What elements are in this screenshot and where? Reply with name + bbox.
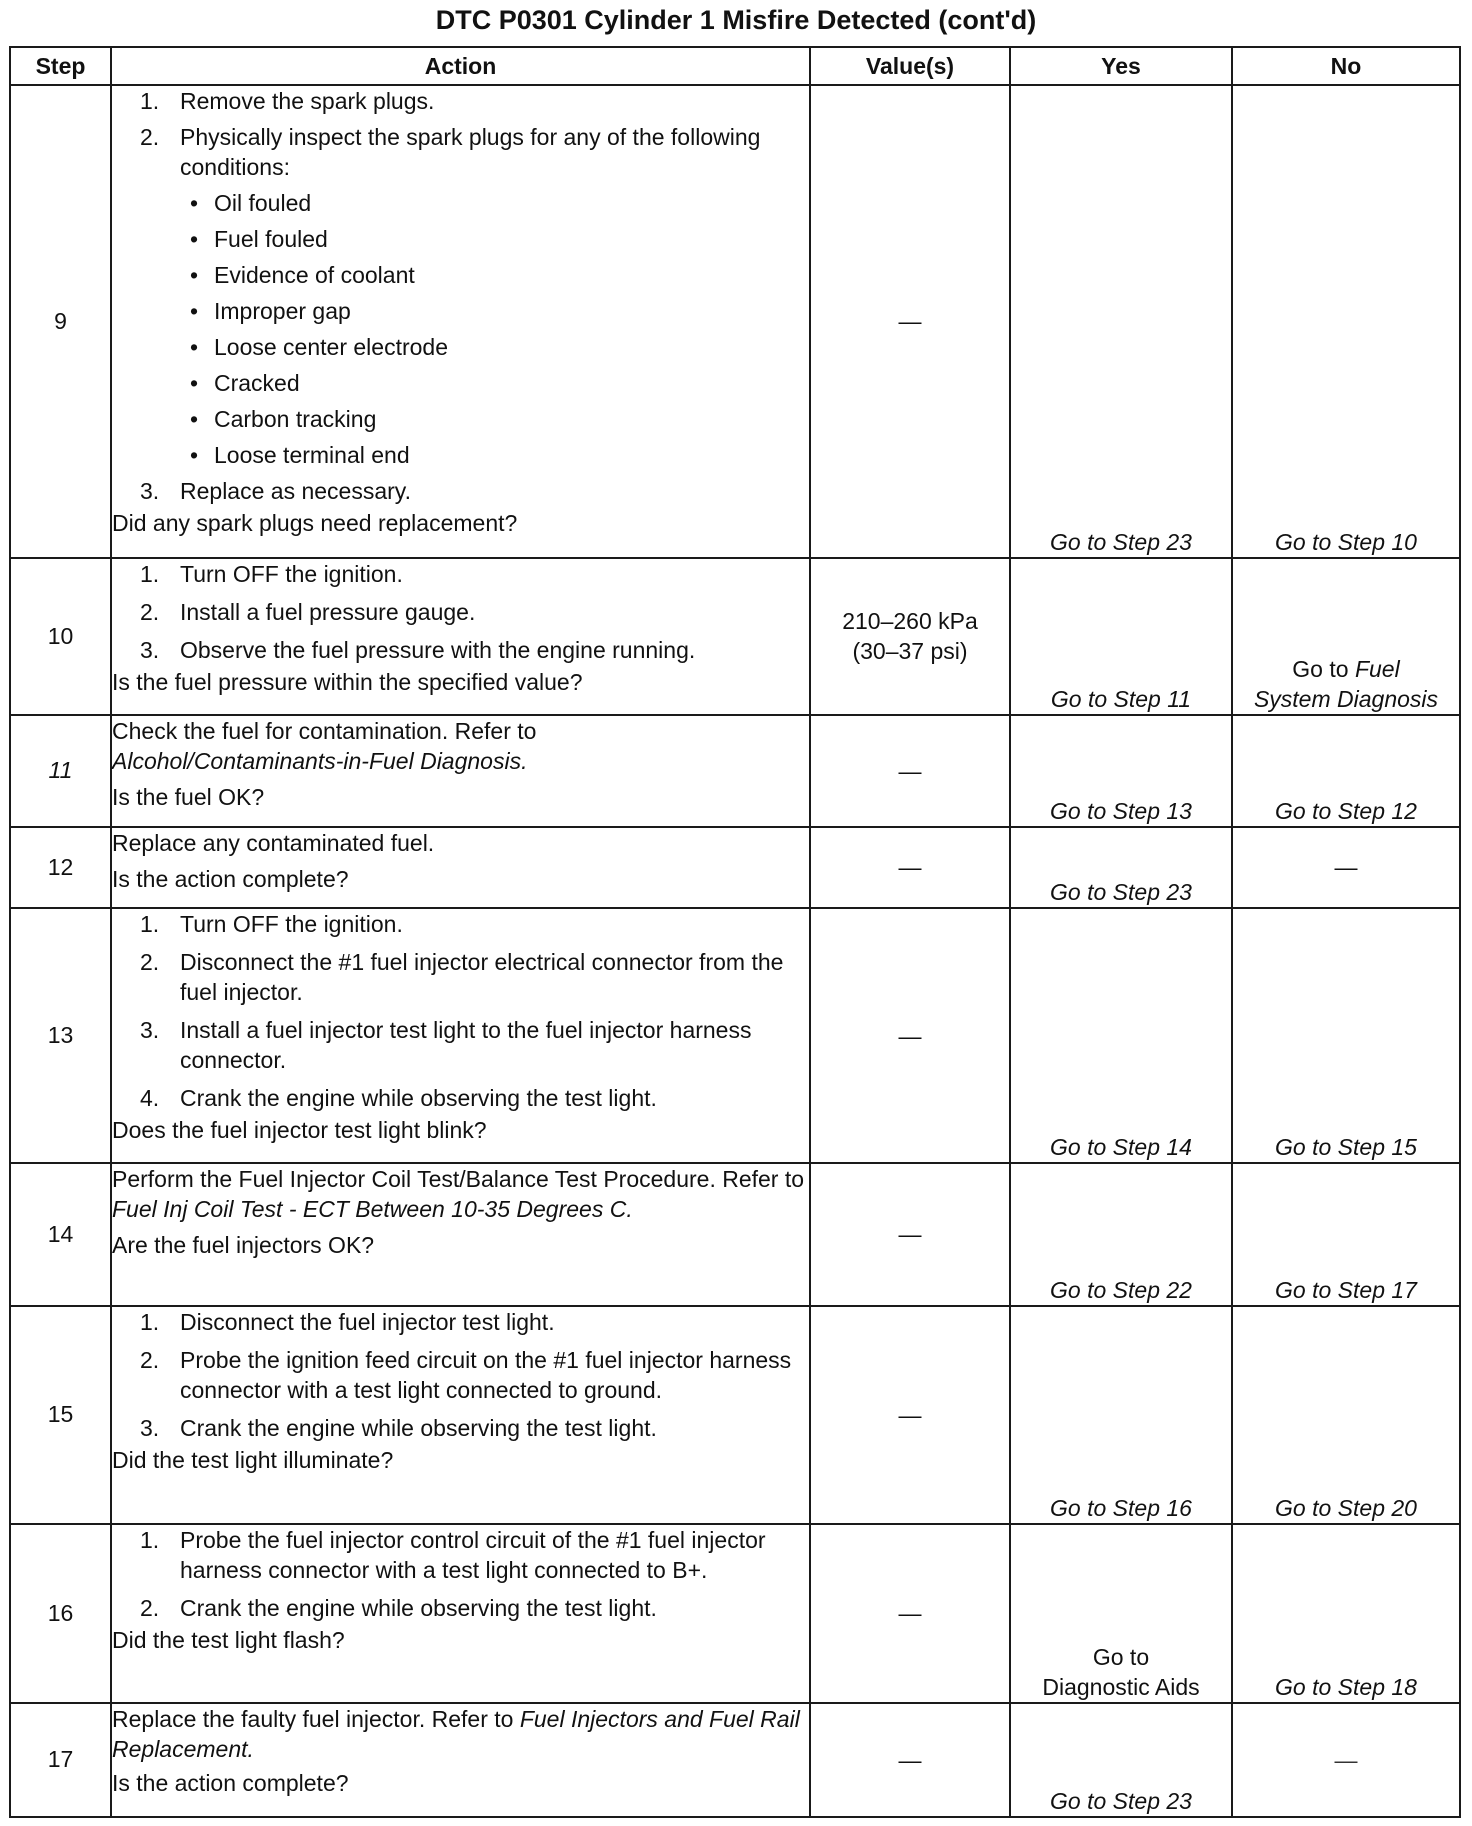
no-cell: — [1232, 1703, 1460, 1817]
no-cell: Go to Step 17 [1232, 1163, 1460, 1306]
action-cell [111, 1306, 810, 1524]
step-number: 14 [10, 1163, 111, 1306]
step-number: 16 [10, 1524, 111, 1703]
step-number: 17 [10, 1703, 111, 1817]
table-row-step-17 [10, 1703, 1460, 1817]
action-text: Check the fuel for contamination. Refer to [112, 717, 537, 744]
action-step: 2. Install a fuel pressure gauge. [140, 598, 476, 625]
table-row-step-11 [10, 715, 1460, 827]
header-step: Step [10, 47, 111, 85]
action-question: Are the fuel injectors OK? [112, 1231, 375, 1258]
action-step: 3. Observe the fuel pressure with the engine running. [140, 636, 696, 663]
table-row-step-13 [10, 908, 1460, 1163]
value-cell: — [810, 715, 1010, 827]
action-question: Is the action complete? [112, 1769, 349, 1796]
action-text: Perform the Fuel Injector Coil Test/Balance Test Procedure. Refer to Fuel Inj Coil Test - ECT Between 10-35 Degrees C. [112, 1165, 805, 1222]
yes-cell: Go to Step 22 [1010, 1163, 1232, 1306]
value-cell: — [810, 85, 1010, 558]
action-step: 3. Replace as necessary. [140, 478, 411, 504]
step-number: 12 [10, 827, 111, 909]
table-header-row [10, 47, 1460, 85]
action-step: 1. Probe the fuel injector control circuit of the #1 fuel injector harness connector with a test light connected to B+. [140, 1526, 766, 1583]
value-cell: — [810, 1524, 1010, 1703]
condition-item: • Evidence of coolant [190, 262, 415, 288]
table-row-step-16 [10, 1524, 1460, 1703]
action-step: 1. Disconnect the fuel injector test light. [140, 1308, 555, 1335]
action-question: Did the test light illuminate? [112, 1446, 394, 1473]
action-cell [111, 908, 810, 1163]
condition-item: • Improper gap [190, 298, 351, 324]
action-question: Did the test light flash? [112, 1626, 345, 1653]
no-cell: Go to Step 18 [1232, 1524, 1460, 1703]
action-step: 3. Crank the engine while observing the test light. [140, 1414, 657, 1441]
no-cell: Go to Step 15 [1232, 908, 1460, 1163]
table-row-step-10 [10, 558, 1460, 715]
yes-cell: Go to Step 14 [1010, 908, 1232, 1163]
table-row-step-15 [10, 1306, 1460, 1524]
yes-cell: Go to Step 16 [1010, 1306, 1232, 1524]
condition-item: • Cracked [190, 370, 300, 396]
value-cell: — [810, 1163, 1010, 1306]
no-cell: — [1232, 827, 1460, 909]
no-cell: Go to Step 10 [1232, 85, 1460, 558]
header-action: Action [111, 47, 810, 85]
step-number: 10 [10, 558, 111, 715]
yes-cell: Go to Step 23 [1010, 85, 1232, 558]
action-step: 2. Probe the ignition feed circuit on the #1 fuel injector harness connector with a test light connected to ground. [140, 1346, 792, 1403]
yes-line-2: Diagnostic Aids [1042, 1673, 1200, 1700]
step-number: 9 [10, 85, 111, 558]
step-number: 11 [10, 715, 111, 827]
action-cell [111, 1524, 810, 1703]
value-cell [810, 558, 1010, 715]
step-number: 13 [10, 908, 111, 1163]
action-cell [111, 85, 810, 558]
action-step: 1. Turn OFF the ignition. [140, 560, 403, 587]
value-cell: — [810, 1306, 1010, 1524]
table-row-step-9 [10, 85, 1460, 558]
condition-item: • Carbon tracking [190, 406, 377, 432]
header-values: Value(s) [810, 47, 1010, 85]
no-cell [1232, 558, 1460, 715]
action-step: 3. Install a fuel injector test light to the fuel injector harness connector. [140, 1017, 752, 1074]
table-row-step-14 [10, 1163, 1460, 1306]
no-cell: Go to Step 20 [1232, 1306, 1460, 1524]
table-row-step-12 [10, 827, 1460, 909]
header-no: No [1232, 47, 1460, 85]
action-cell [111, 558, 810, 715]
action-step: 1. Remove the spark plugs. [140, 88, 435, 114]
action-text: Replace the faulty fuel injector. Refer to Fuel Injectors and Fuel Rail Replacement. [112, 1705, 800, 1762]
condition-item: • Fuel fouled [190, 226, 328, 252]
action-step: 2. Physically inspect the spark plugs for any of the following conditions: [140, 124, 761, 180]
no-link-part1: Fuel [1354, 655, 1400, 682]
yes-line-1: Go to [1092, 1643, 1150, 1670]
value-cell: — [810, 827, 1010, 909]
condition-item: • Loose terminal end [190, 442, 410, 468]
condition-item: • Loose center electrode [190, 334, 448, 360]
action-question: Does the fuel injector test light blink? [112, 1117, 487, 1144]
diagnostic-table [9, 46, 1461, 1818]
action-step: 1. Turn OFF the ignition. [140, 911, 403, 938]
action-cell [111, 715, 810, 827]
yes-cell: Go to Step 11 [1010, 558, 1232, 715]
condition-item: • Oil fouled [190, 190, 312, 216]
value-kpa: 210–260 kPa [842, 608, 978, 635]
value-cell: — [810, 1703, 1010, 1817]
yes-cell: Go to Step 13 [1010, 715, 1232, 827]
action-text: Replace any contaminated fuel. [112, 829, 435, 856]
page-title: DTC P0301 Cylinder 1 Misfire Detected (cont'd) [435, 5, 1037, 35]
yes-cell: Go to Step 23 [1010, 827, 1232, 909]
action-reference: Fuel Inj Coil Test - ECT Between 10-35 Degrees C. [112, 1195, 633, 1222]
action-reference: Alcohol/Contaminants-in-Fuel Diagnosis. [112, 747, 528, 774]
action-step: 2. Disconnect the #1 fuel injector electrical connector from the fuel injector. [140, 949, 784, 1006]
no-link-part2: System Diagnosis [1253, 685, 1439, 712]
no-prefix: Go to [1292, 655, 1349, 682]
action-reference: Fuel Injectors and Fuel Rail Replacement. [112, 1705, 800, 1762]
action-step: 4. Crank the engine while observing the test light. [140, 1085, 657, 1112]
action-cell [111, 827, 810, 909]
action-cell [111, 1163, 810, 1306]
value-psi: (30–37 psi) [852, 638, 968, 665]
action-question: Is the action complete? [112, 865, 349, 892]
step-number: 15 [10, 1306, 111, 1524]
value-cell: — [810, 908, 1010, 1163]
action-question: Is the fuel pressure within the specified value? [112, 668, 583, 695]
action-cell [111, 1703, 810, 1817]
header-yes: Yes [1010, 47, 1232, 85]
action-question: Did any spark plugs need replacement? [112, 510, 518, 536]
yes-cell [1010, 1524, 1232, 1703]
no-cell: Go to Step 12 [1232, 715, 1460, 827]
action-question: Is the fuel OK? [112, 783, 265, 810]
action-step: 2. Crank the engine while observing the test light. [140, 1594, 657, 1621]
yes-cell: Go to Step 23 [1010, 1703, 1232, 1817]
